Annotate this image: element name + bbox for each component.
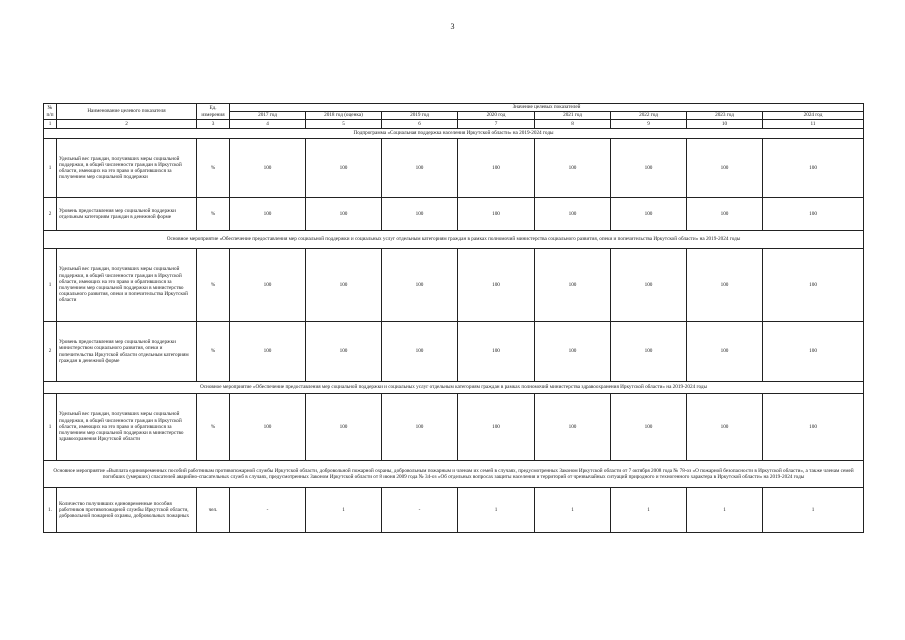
- indicator-value: 100: [382, 394, 458, 461]
- indicator-value: 100: [611, 249, 687, 322]
- section-title-row: [44, 129, 864, 139]
- row-number: 2: [44, 198, 57, 231]
- indicator-value: 100: [535, 394, 611, 461]
- column-number: 10: [687, 120, 763, 129]
- header-year: 2024 год: [763, 112, 864, 120]
- indicator-value: 100: [763, 139, 864, 198]
- indicator-row: [44, 322, 864, 382]
- section-title: Основное мероприятие «Обеспечение предоставления мер социальной поддержки и социальных услуг отдельным категориям граждан в рамках полномочий министерства социального развития, опеки и попечительства Иркутской области» на 2019-2024 годы: [44, 231, 864, 249]
- header-year: 2017 год: [230, 112, 306, 120]
- indicator-value: -: [230, 488, 306, 533]
- row-number: 1: [44, 139, 57, 198]
- indicator-row: [44, 198, 864, 231]
- indicator-value: 100: [230, 139, 306, 198]
- indicator-value: 100: [611, 139, 687, 198]
- indicator-row: [44, 139, 864, 198]
- indicator-value: 100: [458, 139, 535, 198]
- indicator-value: 1: [306, 488, 382, 533]
- indicator-value: 100: [382, 139, 458, 198]
- section-title-row: [44, 231, 864, 249]
- unit: %: [197, 139, 230, 198]
- indicator-value: 100: [535, 322, 611, 382]
- indicator-value: 100: [611, 394, 687, 461]
- column-number: 6: [382, 120, 458, 129]
- header-num: № п/п: [44, 104, 57, 120]
- column-number: 4: [230, 120, 306, 129]
- indicator-value: 100: [458, 394, 535, 461]
- section-title: Основное мероприятие «Обеспечение предоставления мер социальной поддержки и социальных услуг отдельным категориям граждан в рамках полномочий министерства здравоохранения Иркутской области» на 2019-2024 годы: [44, 382, 864, 394]
- header-year: 2023 год: [687, 112, 763, 120]
- row-number: 1: [44, 249, 57, 322]
- indicator-value: 100: [763, 394, 864, 461]
- indicator-value: 1: [611, 488, 687, 533]
- indicator-value: 100: [535, 198, 611, 231]
- header-unit: Ед. измерения: [197, 104, 230, 120]
- header-row-top: [44, 104, 864, 112]
- header-year: 2018 год (оценка): [306, 112, 382, 120]
- indicator-value: 100: [382, 249, 458, 322]
- row-number: 1.: [44, 488, 57, 533]
- header-year: 2022 год: [611, 112, 687, 120]
- indicator-value: 100: [687, 394, 763, 461]
- indicator-row: [44, 249, 864, 322]
- indicator-value: 100: [458, 249, 535, 322]
- unit: %: [197, 322, 230, 382]
- indicator-name: Количество получивших единовременные пособия работников противопожарной службы Иркутской области, добровольной пожарной охраны, добровольных пожарных: [57, 488, 197, 533]
- unit: %: [197, 198, 230, 231]
- indicator-value: 100: [687, 322, 763, 382]
- section-title-row: [44, 382, 864, 394]
- column-number: 8: [535, 120, 611, 129]
- indicator-value: 100: [763, 198, 864, 231]
- indicators-table: [43, 103, 864, 533]
- column-number: 5: [306, 120, 382, 129]
- indicator-value: 1: [458, 488, 535, 533]
- header-year: 2020 год: [458, 112, 535, 120]
- header-name: Наименование целевого показателя: [57, 104, 197, 120]
- indicator-value: 1: [763, 488, 864, 533]
- section-title-row: [44, 461, 864, 488]
- indicator-value: 100: [230, 249, 306, 322]
- indicator-value: 100: [611, 198, 687, 231]
- unit: чел.: [197, 488, 230, 533]
- indicator-value: 100: [763, 249, 864, 322]
- indicator-name: Уровень предоставления мер социальной поддержки отдельным категориям граждан в денежной форме: [57, 198, 197, 231]
- indicator-value: 1: [535, 488, 611, 533]
- indicator-name: Удельный вес граждан, получивших меры социальной поддержки, в общей численности граждан в Иркутской области, имеющих на это право и обратившихся за получением мер социальной поддержки в министерство здравоохранения Иркутской области: [57, 394, 197, 461]
- indicator-value: 100: [535, 249, 611, 322]
- indicator-value: 100: [687, 198, 763, 231]
- unit: %: [197, 249, 230, 322]
- indicator-value: 100: [763, 322, 864, 382]
- indicator-value: 100: [306, 139, 382, 198]
- column-numbers-row: [44, 120, 864, 129]
- indicator-value: 100: [458, 198, 535, 231]
- indicator-value: 100: [230, 394, 306, 461]
- column-number: 3: [197, 120, 230, 129]
- column-number: 1: [44, 120, 57, 129]
- column-number: 9: [611, 120, 687, 129]
- column-number: 2: [57, 120, 197, 129]
- indicator-value: 100: [382, 198, 458, 231]
- indicator-value: 100: [382, 322, 458, 382]
- indicator-value: 100: [306, 322, 382, 382]
- indicator-row: [44, 488, 864, 533]
- indicator-value: 100: [306, 198, 382, 231]
- indicator-name: Удельный вес граждан, получивших меры социальной поддержки, в общей численности граждан в Иркутской области, имеющих на это право и обратившихся за получением мер социальной поддержки: [57, 139, 197, 198]
- row-number: 1: [44, 394, 57, 461]
- indicator-value: 100: [306, 249, 382, 322]
- indicator-value: 100: [687, 139, 763, 198]
- row-number: 2: [44, 322, 57, 382]
- section-title: Основное мероприятие «Выплата единовременных пособий работникам противопожарной службы Иркутской области, добровольной пожарной охраны, добровольным пожарным и членам их семей в случаях, предусмотренных Законом Иркутской области от 7 октября 2008 года № 78-оз «О пожарной безопасности в Иркутской области», а также членам семей погибших (умерших) спасателей аварийно-спасательных служб в случаях, предусмотренных Законом Иркутской области от 8 июня 2009 года № 34-оз «Об отдельных вопросах защиты населения и территорий от чрезвычайных ситуаций природного и техногенного характера в Иркутской области» на 2019-2024 годы: [44, 461, 864, 488]
- indicator-name: Уровень предоставления мер социальной поддержки министерством социального развития, опеки и попечительства Иркутской области отдельным категориям граждан в денежной форме: [57, 322, 197, 382]
- indicator-value: 100: [230, 322, 306, 382]
- header-year: 2019 год: [382, 112, 458, 120]
- indicator-value: 100: [306, 394, 382, 461]
- indicator-value: 100: [687, 249, 763, 322]
- header-values-group: Значение целевых показателей: [230, 104, 864, 112]
- column-number: 7: [458, 120, 535, 129]
- page-number: 3: [450, 22, 455, 31]
- indicator-value: 100: [230, 198, 306, 231]
- unit: %: [197, 394, 230, 461]
- indicator-value: 1: [687, 488, 763, 533]
- indicator-row: [44, 394, 864, 461]
- indicator-name: Удельный вес граждан, получивших меры социальной поддержки, в общей численности граждан в Иркутской области, имеющих на это право и обратившихся за получением мер социальной поддержки в министерство социального развития, опеки и попечительства Иркутской области: [57, 249, 197, 322]
- indicator-value: -: [382, 488, 458, 533]
- indicator-value: 100: [458, 322, 535, 382]
- header-year: 2021 год: [535, 112, 611, 120]
- column-number: 11: [763, 120, 864, 129]
- section-title: Подпрограмма «Социальная поддержка населения Иркутской области» на 2019-2024 годы: [44, 129, 864, 139]
- indicator-value: 100: [611, 322, 687, 382]
- indicator-value: 100: [535, 139, 611, 198]
